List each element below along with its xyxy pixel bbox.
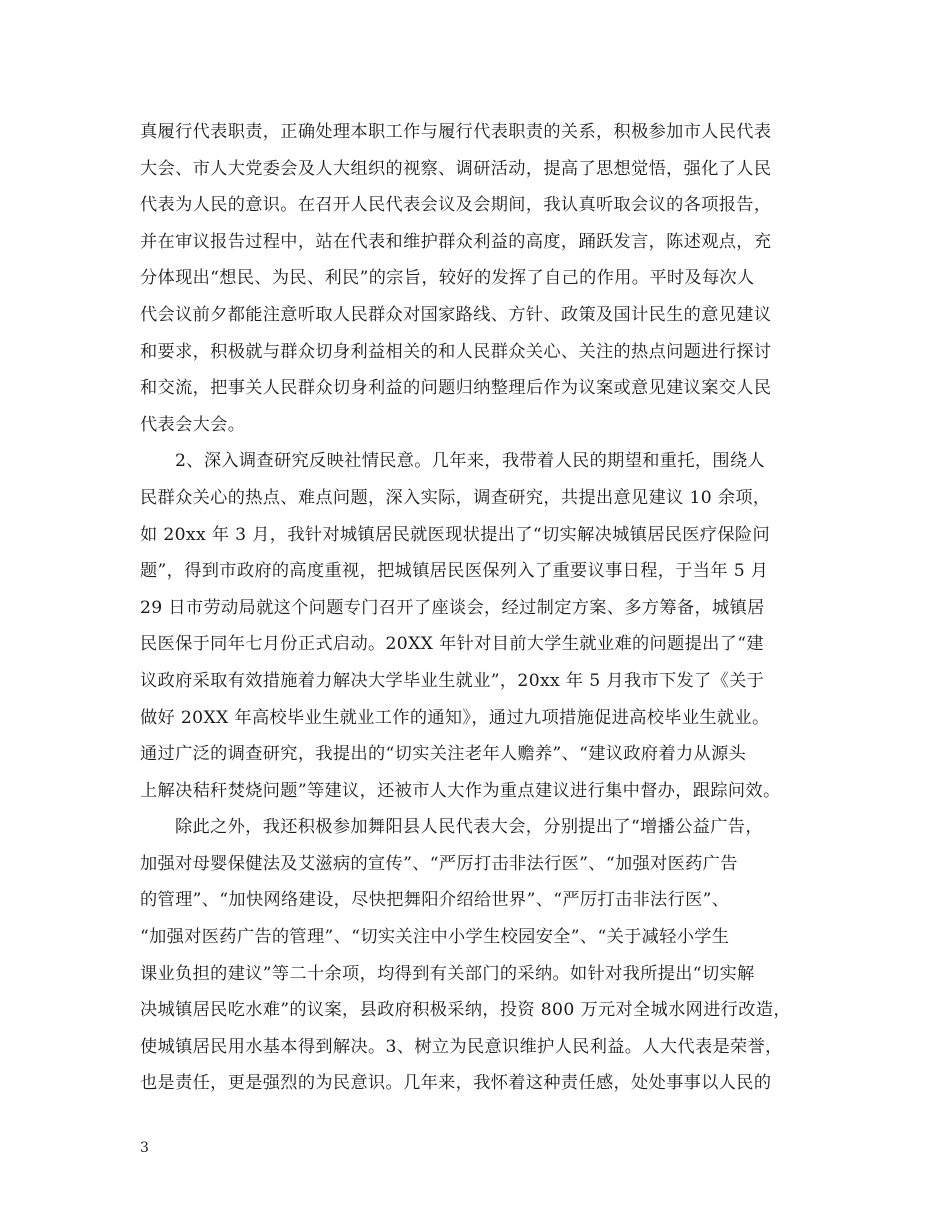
text-line: 课业负担的建议”等二十余项，均得到有关部门的采纳。如针对我所提出“切实解 (140, 963, 755, 984)
text-line: 做好 20XX 年高校毕业生就业工作的通知》，通过九项措施促进高校毕业生就业。 (140, 707, 770, 728)
text-line: 也是责任，更是强烈的为民意识。几年来，我怀着这种责任感，处处事事以人民的 (140, 1073, 772, 1094)
text-line: 加强对母婴保健法及艾滋病的宣传”、“严厉打击非法行医”、“加强对医药广告 (140, 853, 738, 874)
body-text (140, 114, 840, 1102)
text-line: 代表为人民的意识。在召开人民代表会议及会期间，我认真听取会议的各项报告， (140, 195, 772, 216)
text-line: 29 日市劳动局就这个问题专门召开了座谈会，经过制定方案、多方筹备，城镇居 (140, 597, 765, 618)
text-line: 使城镇居民用水基本得到解决。3、树立为民意识维护人民利益。人大代表是荣誉， (140, 1036, 783, 1057)
text-line: 和要求，积极就与群众切身利益相关的和人民群众关心、关注的热点问题进行探讨 (140, 341, 772, 362)
text-line: 民群众关心的热点、难点问题，深入实际，调查研究，共提出意见建议 10 余项， (140, 487, 771, 508)
text-line: 分体现出“想民、为民、利民”的宗旨，较好的发挥了自己的作用。平时及每次人 (140, 268, 755, 289)
text-line: 上解决秸秆焚烧问题”等建议，还被市人大作为重点建议进行集中督办，跟踪问效。 (140, 780, 781, 801)
text-line: 通过广泛的调查研究，我提出的“切实关注老年人赡养”、“建议政府着力从源头 (140, 744, 747, 765)
text-line: 和交流，把事关人民群众切身利益的问题归纳整理后作为议案或意见建议案交人民 (140, 378, 772, 399)
text-line: 代会议前夕都能注意听取人民群众对国家路线、方针、政策及国计民生的意见建议 (140, 304, 772, 325)
text-line: 代表会大会。 (140, 414, 246, 435)
text-line: “加强对医药广告的管理”、“切实关注中小学生校园安全”、“关于减轻小学生 (140, 927, 730, 948)
text-line: 如 20xx 年 3 月，我针对城镇居民就医现状提出了“切实解决城镇居民医疗保险问 (140, 524, 770, 545)
paragraph-start-line: 2、深入调查研究反映社情民意。几年来，我带着人民的期望和重托，围绕人 (175, 451, 766, 472)
page-number: 3 (140, 1140, 149, 1156)
text-line: 大会、市人大党委会及人大组织的视察、调研活动，提高了思想觉悟，强化了人民 (140, 158, 772, 179)
text-line: 并在审议报告过程中，站在代表和维护群众利益的高度，踊跃发言，陈述观点，充 (140, 231, 772, 252)
text-line: 议政府采取有效措施着力解决大学毕业生就业”，20xx 年 5 月我市下发了《关于 (140, 670, 765, 691)
paragraph-start-line: 除此之外，我还积极参加舞阳县人民代表大会，分别提出了“增播公益广告， (175, 817, 763, 838)
text-line: 题”，得到市政府的高度重视，把城镇居民医保列入了重要议事日程，于当年 5 月 (140, 561, 769, 582)
text-line: 民医保于同年七月份正式启动。20XX 年针对目前大学生就业难的问题提出了“建 (140, 634, 764, 655)
text-line: 真履行代表职责，正确处理本职工作与履行代表职责的关系，积极参加市人民代表 (140, 122, 772, 142)
text-line: 决城镇居民吃水难”的议案，县政府积极采纳，投资 800 万元对全城水网进行改造， (140, 1000, 791, 1021)
text-line: 的管理”、“加快网络建设，尽快把舞阳介绍给世界”、“严厉打击非法行医”、 (140, 890, 730, 911)
